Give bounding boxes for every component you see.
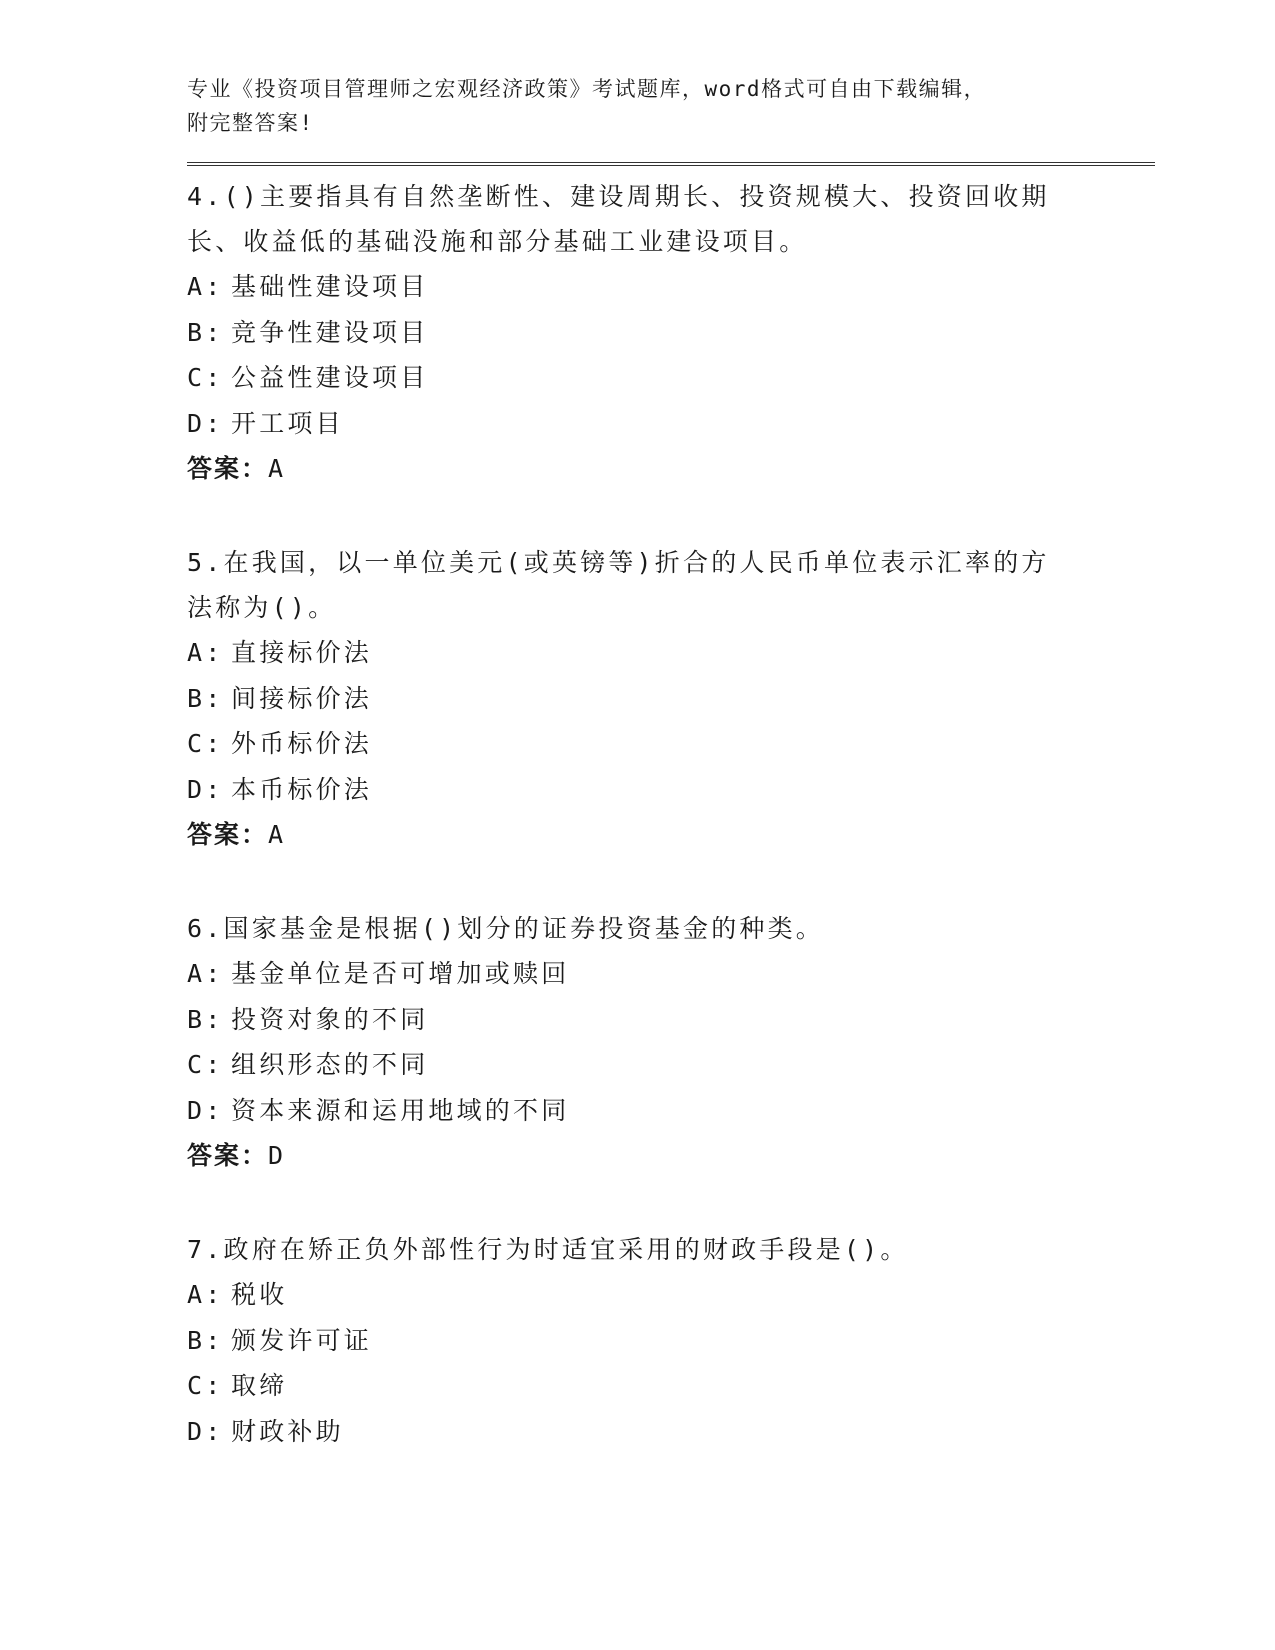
option-text: 间接标价法 — [231, 683, 373, 713]
question-7 — [187, 1227, 1157, 1454]
option-letter: C: — [187, 1371, 224, 1400]
option-a — [187, 951, 1157, 997]
option-text: 颁发许可证 — [231, 1325, 373, 1355]
option-text: 投资对象的不同 — [231, 1004, 429, 1034]
option-d — [187, 401, 1157, 447]
question-stem — [187, 906, 1157, 951]
option-b — [187, 997, 1157, 1043]
question-stem — [187, 540, 1157, 630]
answer-line — [187, 1133, 1157, 1178]
answer-value: A — [268, 820, 285, 849]
option-letter: C: — [187, 363, 224, 392]
question-stem-line: 5.在我国，以一单位美元(或英镑等)折合的人民币单位表示汇率的方 — [187, 548, 1050, 577]
header-line-2: 附完整答案! — [187, 111, 314, 135]
option-text: 外币标价法 — [231, 729, 373, 758]
option-text: 财政补助 — [231, 1416, 344, 1446]
option-text: 资本来源和运用地域的不同 — [231, 1095, 570, 1125]
option-letter: A: — [187, 638, 224, 667]
option-b — [187, 676, 1157, 722]
question-stem-line: 长、收益低的基础没施和部分基础工业建设项目。 — [187, 227, 808, 256]
option-c — [187, 1042, 1157, 1088]
option-letter: C: — [187, 1050, 224, 1079]
option-c — [187, 1363, 1157, 1409]
option-text: 竞争性建设项目 — [231, 317, 429, 347]
option-b — [187, 310, 1157, 356]
option-letter: D: — [187, 774, 224, 804]
option-a — [187, 1272, 1157, 1318]
option-letter: A: — [187, 959, 224, 988]
header-line-1: 专业《投资项目管理师之宏观经济政策》考试题库，word格式可自由下载编辑， — [187, 77, 987, 101]
answer-label: 答案： — [187, 1141, 269, 1170]
option-letter: B: — [187, 1325, 224, 1355]
option-letter: B: — [187, 683, 224, 713]
option-d — [187, 1409, 1157, 1455]
option-letter: B: — [187, 317, 224, 347]
option-letter: D: — [187, 1095, 224, 1125]
question-stem — [187, 1227, 1157, 1272]
option-a — [187, 264, 1157, 310]
question-stem-line: 7.政府在矫正负外部性行为时适宜采用的财政手段是()。 — [187, 1235, 909, 1264]
option-letter: D: — [187, 408, 224, 438]
header-divider — [187, 162, 1155, 166]
option-letter: A: — [187, 1280, 224, 1309]
answer-value: A — [268, 454, 285, 483]
document-page — [187, 72, 1157, 1454]
option-d — [187, 1088, 1157, 1134]
answer-label: 答案： — [187, 820, 269, 849]
option-letter: D: — [187, 1416, 224, 1446]
option-letter: B: — [187, 1004, 224, 1034]
option-d — [187, 767, 1157, 813]
option-text: 取缔 — [231, 1371, 288, 1400]
question-stem-line: 6.国家基金是根据()划分的证券投资基金的种类。 — [187, 914, 825, 943]
question-5 — [187, 540, 1157, 857]
option-text: 税收 — [231, 1280, 288, 1309]
option-b — [187, 1318, 1157, 1364]
option-text: 基础性建设项目 — [231, 272, 429, 301]
question-stem-line: 4.()主要指具有自然垄断性、建设周期长、投资规模大、投资回收期 — [187, 182, 1050, 211]
option-letter: C: — [187, 729, 224, 758]
option-letter: A: — [187, 272, 224, 301]
option-a — [187, 630, 1157, 676]
option-text: 本币标价法 — [231, 774, 373, 804]
document-header — [187, 72, 1157, 140]
option-text: 组织形态的不同 — [231, 1050, 429, 1079]
option-text: 公益性建设项目 — [231, 363, 429, 392]
option-text: 基金单位是否可增加或赎回 — [231, 959, 570, 988]
question-stem — [187, 174, 1157, 264]
answer-line — [187, 446, 1157, 491]
option-c — [187, 721, 1157, 767]
question-stem-line: 法称为()。 — [187, 593, 337, 622]
answer-line — [187, 812, 1157, 857]
question-6 — [187, 906, 1157, 1178]
option-text: 开工项目 — [231, 408, 344, 438]
option-text: 直接标价法 — [231, 638, 373, 667]
answer-value: D — [268, 1141, 285, 1170]
question-4 — [187, 174, 1157, 491]
option-c — [187, 355, 1157, 401]
answer-label: 答案： — [187, 454, 269, 483]
